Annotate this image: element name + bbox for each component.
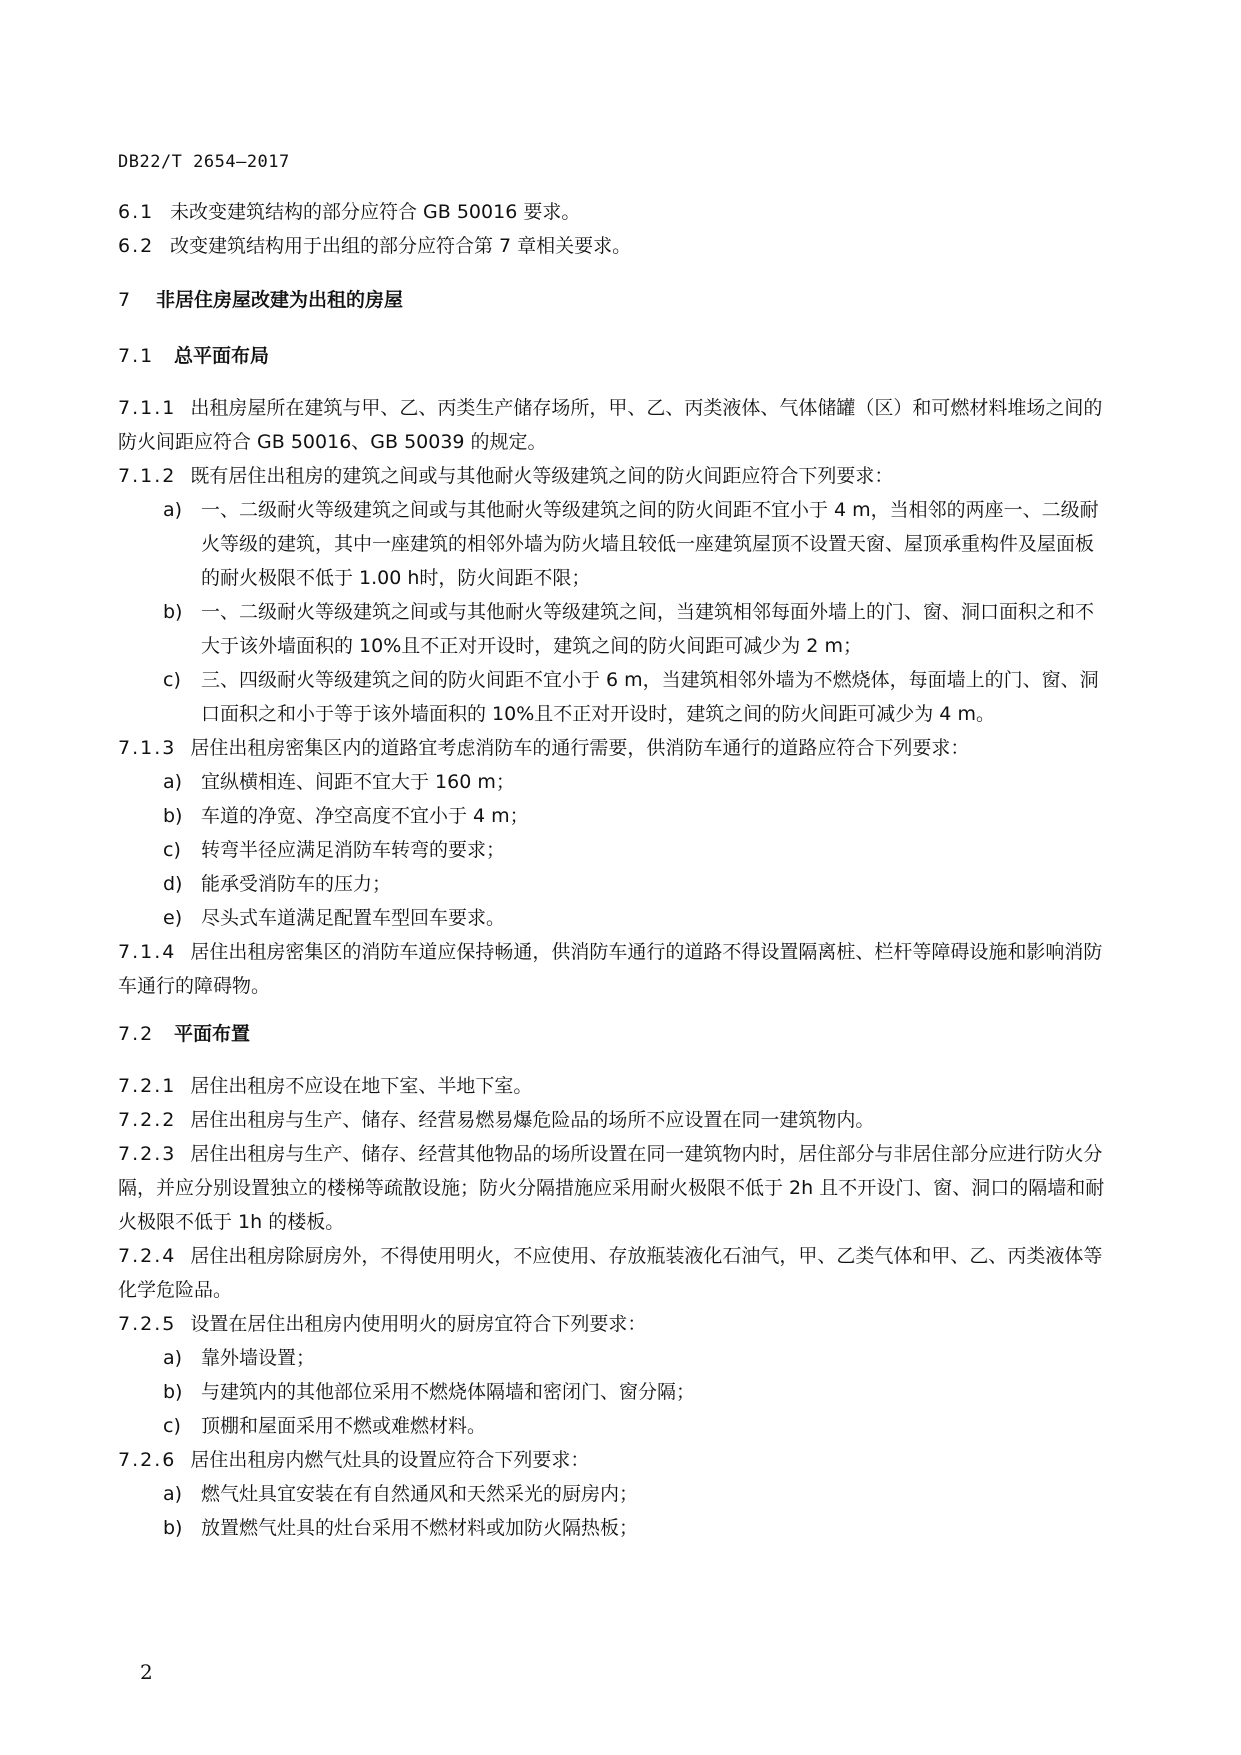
list-marker: c) <box>163 669 181 691</box>
clause-6-2 <box>118 229 1108 263</box>
list-item <box>118 867 1108 901</box>
clause-7-1-1 <box>118 391 1108 459</box>
list-item <box>118 1477 1108 1511</box>
clause-7-2-6 <box>118 1443 1108 1477</box>
list-marker: b) <box>163 805 183 827</box>
clause-number: 7.1.2 <box>118 465 177 487</box>
clause-number: 7.2.4 <box>118 1245 177 1267</box>
section-number: 7.2 <box>118 1023 155 1045</box>
list-marker: a) <box>163 499 183 521</box>
list-item-text: 车道的净宽、净空高度不宜小于 4 m； <box>201 805 529 827</box>
document-body <box>118 195 1108 1545</box>
clause-text: 居住出租房与生产、储存、经营易燃易爆危险品的场所不应设置在同一建筑物内。 <box>190 1109 875 1131</box>
clause-text: 未改变建筑结构的部分应符合 GB 50016 要求。 <box>170 201 581 223</box>
list-marker: c) <box>163 839 181 861</box>
list-item-text: 一、二级耐火等级建筑之间或与其他耐火等级建筑之间，当建筑相邻每面外墙上的门、窗、洞口面积之和不大于该外墙面积的 10%且不正对开设时，建筑之间的防火间距可减少为 2 m； <box>201 601 1095 657</box>
list-marker: b) <box>163 1381 183 1403</box>
list-marker: b) <box>163 1517 183 1539</box>
clause-number: 7.1.3 <box>118 737 177 759</box>
clause-text: 既有居住出租房的建筑之间或与其他耐火等级建筑之间的防火间距应符合下列要求： <box>190 465 894 487</box>
list-item-text: 尽头式车道满足配置车型回车要求。 <box>201 907 506 929</box>
document-code: DB22/T 2654—2017 <box>118 152 290 172</box>
list-item <box>118 493 1108 595</box>
clause-number: 7.2.2 <box>118 1109 177 1131</box>
clause-number: 7.2.1 <box>118 1075 177 1097</box>
list-item <box>118 1511 1108 1545</box>
section-7-2-heading <box>118 1017 1108 1051</box>
clause-number: 7.1.4 <box>118 941 177 963</box>
clause-number: 7.2.3 <box>118 1143 177 1165</box>
list-item <box>118 663 1108 731</box>
list-item <box>118 1375 1108 1409</box>
clause-number: 6.1 <box>118 201 155 223</box>
chapter-7-heading <box>118 283 1108 317</box>
clause-7-1-4 <box>118 935 1108 1003</box>
list-item <box>118 1341 1108 1375</box>
clause-number: 7.1.1 <box>118 397 177 419</box>
list-item-text: 与建筑内的其他部位采用不燃烧体隔墙和密闭门、窗分隔； <box>201 1381 696 1403</box>
section-number: 7.1 <box>118 345 155 367</box>
clause-7-2-5 <box>118 1307 1108 1341</box>
clause-text: 出租房屋所在建筑与甲、乙、丙类生产储存场所，甲、乙、丙类液体、气体储罐（区）和可燃材料堆场之间的防火间距应符合 GB 50016、GB 50039 的规定。 <box>118 397 1103 453</box>
section-7-1-heading <box>118 339 1108 373</box>
page-number: 2 <box>140 1660 153 1684</box>
clause-text: 居住出租房与生产、储存、经营其他物品的场所设置在同一建筑物内时，居住部分与非居住部分应进行防火分隔，并应分别设置独立的楼梯等疏散设施；防火分隔措施应采用耐火极限不低于 2h 且不开设门、窗、洞口的隔墙和耐火极限不低于 1h 的楼板。 <box>118 1143 1105 1233</box>
clause-7-2-4 <box>118 1239 1108 1307</box>
list-item-text: 燃气灶具宜安装在有自然通风和天然采光的厨房内； <box>201 1483 639 1505</box>
clause-number: 7.2.6 <box>118 1449 177 1471</box>
list-item <box>118 765 1108 799</box>
clause-text: 居住出租房密集区的消防车道应保持畅通，供消防车通行的道路不得设置隔离桩、栏杆等障碍设施和影响消防车通行的障碍物。 <box>118 941 1103 997</box>
list-marker: e) <box>163 907 183 929</box>
list-marker: d) <box>163 873 183 895</box>
section-title: 平面布置 <box>174 1023 251 1045</box>
clause-text: 居住出租房不应设在地下室、半地下室。 <box>190 1075 533 1097</box>
list-marker: a) <box>163 771 183 793</box>
list-item <box>118 595 1108 663</box>
clause-text: 居住出租房内燃气灶具的设置应符合下列要求： <box>190 1449 590 1471</box>
clause-6-1 <box>118 195 1108 229</box>
list-item-text: 放置燃气灶具的灶台采用不燃材料或加防火隔热板； <box>201 1517 639 1539</box>
clause-text: 设置在居住出租房内使用明火的厨房宜符合下列要求： <box>190 1313 647 1335</box>
clause-number: 6.2 <box>118 235 155 257</box>
chapter-title: 非居住房屋改建为出租的房屋 <box>156 289 404 311</box>
clause-7-1-2 <box>118 459 1108 493</box>
list-item-text: 三、四级耐火等级建筑之间的防火间距不宜小于 6 m，当建筑相邻外墙为不燃烧体，每面墙上的门、窗、洞口面积之和小于等于该外墙面积的 10%且不正对开设时，建筑之间的防火间距可减少为 4 m。 <box>201 669 1099 725</box>
clause-7-2-2 <box>118 1103 1108 1137</box>
clause-number: 7.2.5 <box>118 1313 177 1335</box>
list-item-text: 宜纵横相连、间距不宜大于 160 m； <box>201 771 515 793</box>
clause-7-1-3 <box>118 731 1108 765</box>
clause-text: 改变建筑结构用于出组的部分应符合第 7 章相关要求。 <box>170 235 632 257</box>
list-item <box>118 833 1108 867</box>
clause-text: 居住出租房除厨房外，不得使用明火，不应使用、存放瓶装液化石油气，甲、乙类气体和甲、乙、丙类液体等化学危险品。 <box>118 1245 1103 1301</box>
list-item-text: 靠外墙设置； <box>201 1347 316 1369</box>
clause-text: 居住出租房密集区内的道路宜考虑消防车的通行需要，供消防车通行的道路应符合下列要求： <box>190 737 970 759</box>
list-item <box>118 1409 1108 1443</box>
list-item <box>118 799 1108 833</box>
list-marker: b) <box>163 601 183 623</box>
list-item-text: 一、二级耐火等级建筑之间或与其他耐火等级建筑之间的防火间距不宜小于 4 m，当相邻的两座一、二级耐火等级的建筑，其中一座建筑的相邻外墙为防火墙且较低一座建筑屋顶不设置天窗、屋顶承重构件及屋面板的耐火极限不低于 1.00 h时，防火间距不限； <box>201 499 1099 589</box>
chapter-number: 7 <box>118 289 133 311</box>
clause-7-2-1 <box>118 1069 1108 1103</box>
list-item <box>118 901 1108 935</box>
list-item-text: 转弯半径应满足消防车转弯的要求； <box>201 839 506 861</box>
list-item-text: 顶棚和屋面采用不燃或难燃材料。 <box>201 1415 487 1437</box>
list-marker: a) <box>163 1483 183 1505</box>
clause-7-2-3 <box>118 1137 1108 1239</box>
section-title: 总平面布局 <box>174 345 270 367</box>
list-marker: a) <box>163 1347 183 1369</box>
list-item-text: 能承受消防车的压力； <box>201 873 392 895</box>
list-marker: c) <box>163 1415 181 1437</box>
